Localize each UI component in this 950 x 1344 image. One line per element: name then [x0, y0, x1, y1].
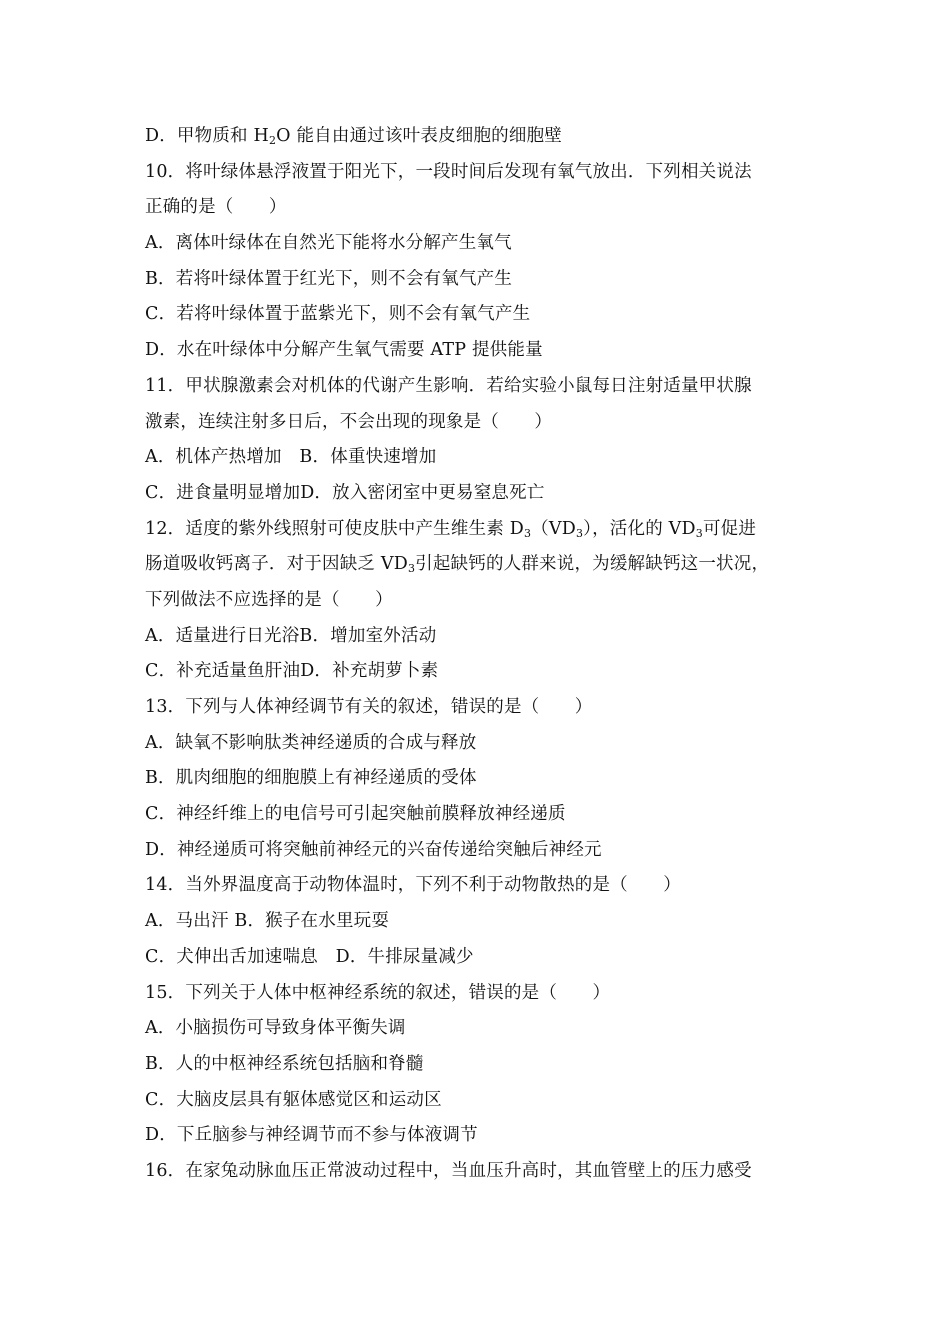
text-line: C．补充适量鱼肝油D．补充胡萝卜素: [145, 661, 439, 682]
text-line: 15．下列关于人体中枢神经系统的叙述，错误的是（ ）: [145, 982, 611, 1003]
text-line: C．大脑皮层具有躯体感觉区和运动区: [145, 1089, 442, 1110]
text-line: 激素，连续注射多日后，不会出现的现象是（ ）: [145, 411, 553, 432]
text-line: [145, 119, 825, 155]
text-line: D．神经递质可将突触前神经元的兴奋传递给突触后神经元: [145, 839, 602, 860]
text-line: B．人的中枢神经系统包括脑和脊髓: [145, 1053, 424, 1074]
text-line: B．若将叶绿体置于红光下，则不会有氧气产生: [145, 268, 513, 289]
text-line: 13．下列与人体神经调节有关的叙述，错误的是（ ）: [145, 697, 593, 717]
text-line: A．马出汗 B．猴子在水里玩耍: [145, 911, 390, 932]
text-segment: D．甲物质和 H: [145, 126, 269, 146]
text-line: A．适量进行日光浴B．增加室外活动: [145, 625, 437, 646]
text-line: 下列做法不应选择的是（ ）: [145, 589, 393, 610]
text-segment: 肠道吸收钙离子．对于因缺乏 VD: [145, 554, 408, 575]
subscript-text: 2: [268, 134, 277, 147]
subscript-text: 3: [523, 526, 532, 540]
text-line: A．缺氧不影响肽类神经递质的合成与释放: [145, 732, 477, 753]
text-line: C．若将叶绿体置于蓝紫光下，则不会有氧气产生: [145, 304, 531, 325]
text-line: [145, 512, 825, 548]
text-segment: O 能自由通过该叶表皮细胞的细胞壁: [276, 126, 562, 146]
text-line: [145, 547, 825, 583]
text-line: A．小脑损伤可导致身体平衡失调: [145, 1018, 406, 1039]
text-line: D．水在叶绿体中分解产生氧气需要 ATP 提供能量: [145, 340, 543, 361]
text-line: C．进食量明显增加D．放入密闭室中更易窒息死亡: [145, 482, 545, 503]
text-segment: （VD: [531, 518, 576, 539]
text-segment: 可促进: [702, 518, 757, 539]
text-segment: 引起缺钙的人群来说，为缓解缺钙这一状况，: [415, 554, 770, 575]
subscript-text: 3: [695, 526, 703, 540]
document-page: [145, 119, 825, 1190]
text-line: 10．将叶绿体悬浮液置于阳光下，一段时间后发现有氧气放出．下列相关说法: [145, 161, 752, 182]
text-segment: ），活化的 VD: [583, 518, 696, 539]
text-line: 11．甲状腺激素会对机体的代谢产生影响．若给实验小鼠每日注射适量甲状腺: [145, 375, 752, 396]
subscript-text: 3: [575, 526, 584, 540]
question-text-block: [145, 119, 825, 1190]
text-line: 正确的是（ ）: [145, 197, 287, 218]
text-line: B．肌肉细胞的细胞膜上有神经递质的受体: [145, 768, 477, 789]
text-segment: 12．适度的紫外线照射可使皮肤中产生维生素 D: [145, 518, 524, 539]
text-line: C．神经纤维上的电信号可引起突触前膜释放神经递质: [145, 804, 566, 825]
text-line: D．下丘脑参与神经调节而不参与体液调节: [145, 1125, 478, 1146]
subscript-text: 3: [407, 562, 416, 576]
text-line: A．离体叶绿体在自然光下能将水分解产生氧气: [145, 233, 512, 254]
text-line: 14．当外界温度高于动物体温时，下列不利于动物散热的是（ ）: [145, 875, 681, 896]
text-line: C．犬伸出舌加速喘息 D．牛排尿量减少: [145, 946, 474, 967]
text-line: A．机体产热增加 B．体重快速增加: [145, 447, 437, 468]
text-line: 16．在家兔动脉血压正常波动过程中，当血压升高时，其血管壁上的压力感受: [145, 1160, 752, 1181]
